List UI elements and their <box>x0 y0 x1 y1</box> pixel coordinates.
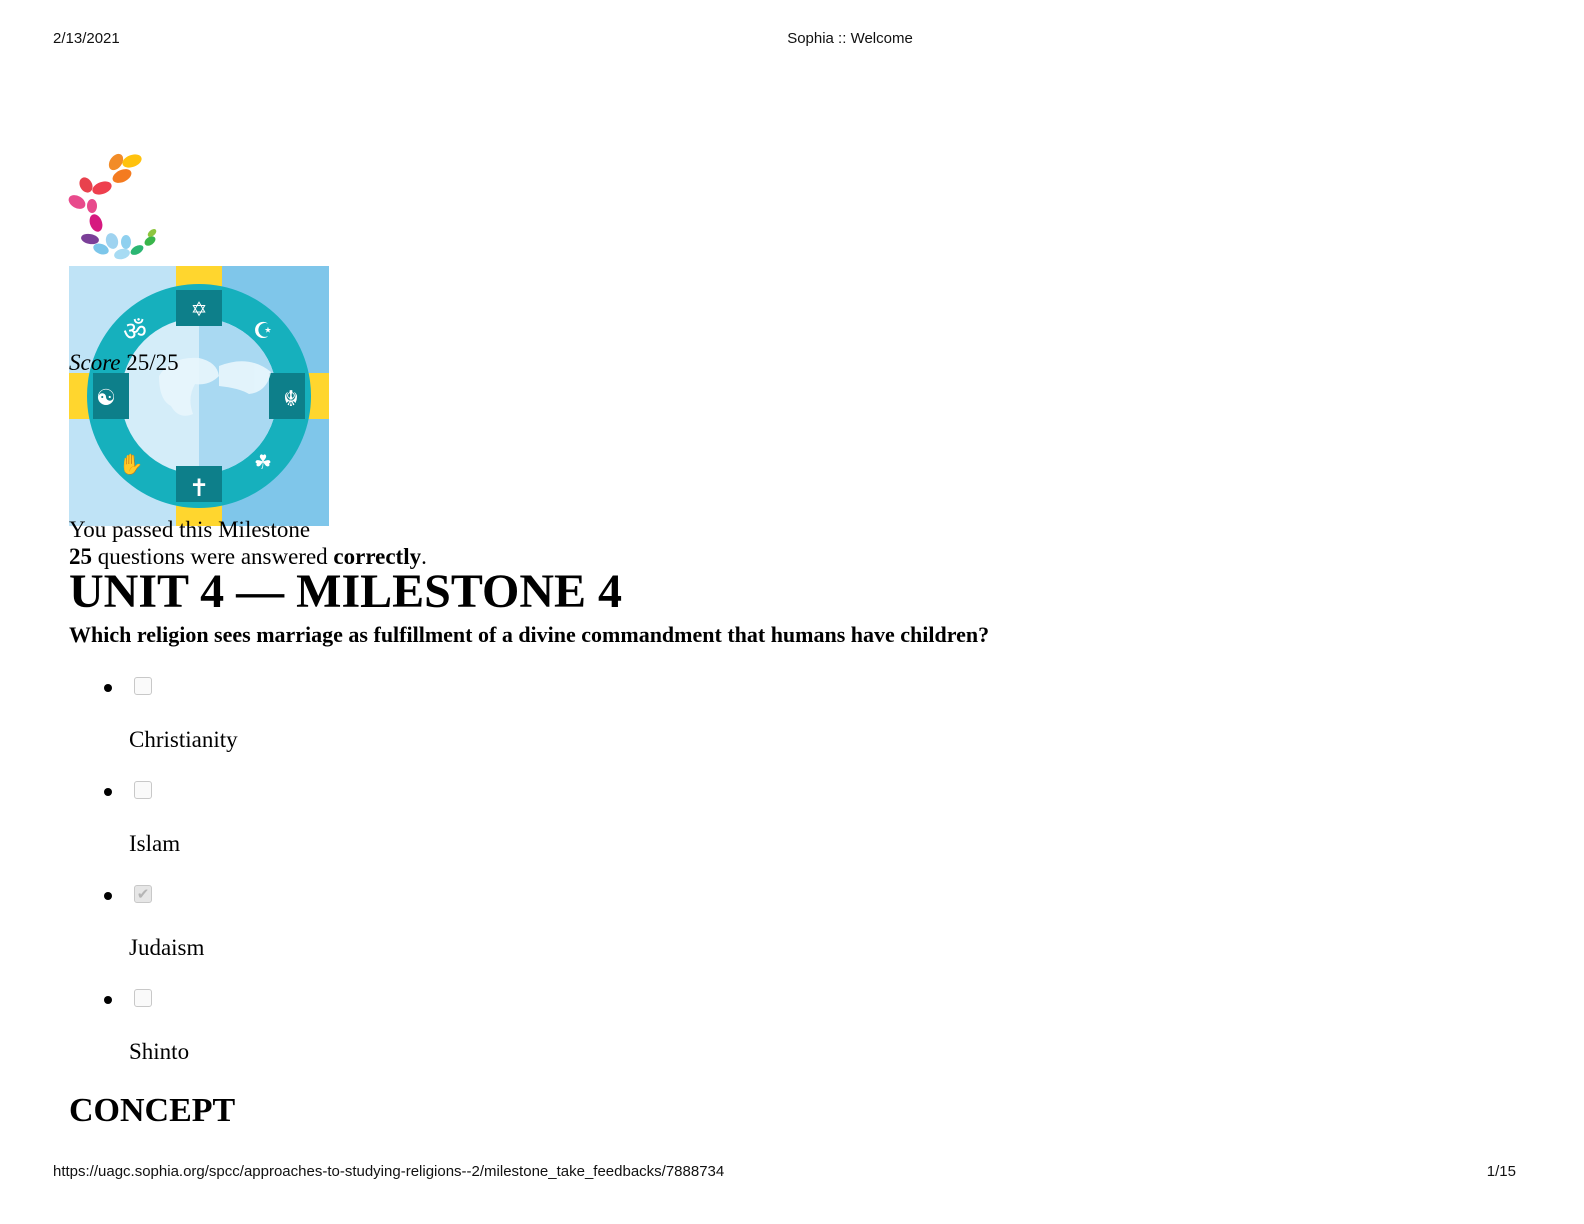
svg-text:✡: ✡ <box>190 297 208 321</box>
svg-text:✝: ✝ <box>188 474 210 502</box>
question-text: Which religion sees marriage as fulfillment of a divine commandment that humans have children? <box>69 622 990 647</box>
religions-banner-icon <box>69 266 329 526</box>
print-footer-page: 1/15 <box>1486 1163 1516 1180</box>
score-value: 25/25 <box>126 350 179 375</box>
bullet <box>104 892 112 900</box>
print-header-title: Sophia :: Welcome <box>787 30 913 47</box>
answer-option-christianity[interactable] <box>0 672 600 772</box>
svg-text:✋: ✋ <box>118 452 144 476</box>
checkmark-icon[interactable]: ✔ <box>134 885 152 903</box>
sophia-logo-icon <box>66 150 171 265</box>
bullet <box>104 684 112 692</box>
score-label: Score <box>69 350 121 375</box>
answer-option-shinto[interactable] <box>0 984 600 1084</box>
answer-label: Judaism <box>129 935 205 960</box>
answer-option-judaism[interactable] <box>0 880 600 980</box>
svg-text:ॐ: ॐ <box>123 317 147 347</box>
correct-mid-text: questions were answered <box>97 544 328 569</box>
answer-label: Islam <box>129 831 181 856</box>
correct-count: 25 <box>69 544 92 569</box>
print-header-date: 2/13/2021 <box>53 30 120 47</box>
correct-end: . <box>421 544 427 569</box>
svg-text:☬: ☬ <box>283 387 299 412</box>
concept-heading: CONCEPT <box>69 1092 236 1129</box>
score-line <box>69 350 179 376</box>
print-footer-url: https://uagc.sophia.org/spcc/approaches-to-studying-religions--2/milestone_take_feedbacks/7888734 <box>53 1163 725 1180</box>
svg-text:☘: ☘ <box>254 450 272 474</box>
checkbox-icon[interactable] <box>134 677 152 695</box>
bullet <box>104 788 112 796</box>
svg-text:☯: ☯ <box>96 386 116 411</box>
answer-label: Shinto <box>129 1039 190 1064</box>
answer-option-islam[interactable] <box>0 776 600 876</box>
checkbox-icon[interactable] <box>134 781 152 799</box>
checkbox-icon[interactable] <box>134 989 152 1007</box>
bullet <box>104 996 112 1004</box>
unit-title: UNIT 4 — MILESTONE 4 <box>69 565 623 618</box>
answer-label: Christianity <box>129 727 238 752</box>
correct-word: correctly <box>333 544 422 569</box>
passed-message: You passed this Milestone <box>69 517 311 542</box>
svg-text:☪: ☪ <box>253 319 273 344</box>
